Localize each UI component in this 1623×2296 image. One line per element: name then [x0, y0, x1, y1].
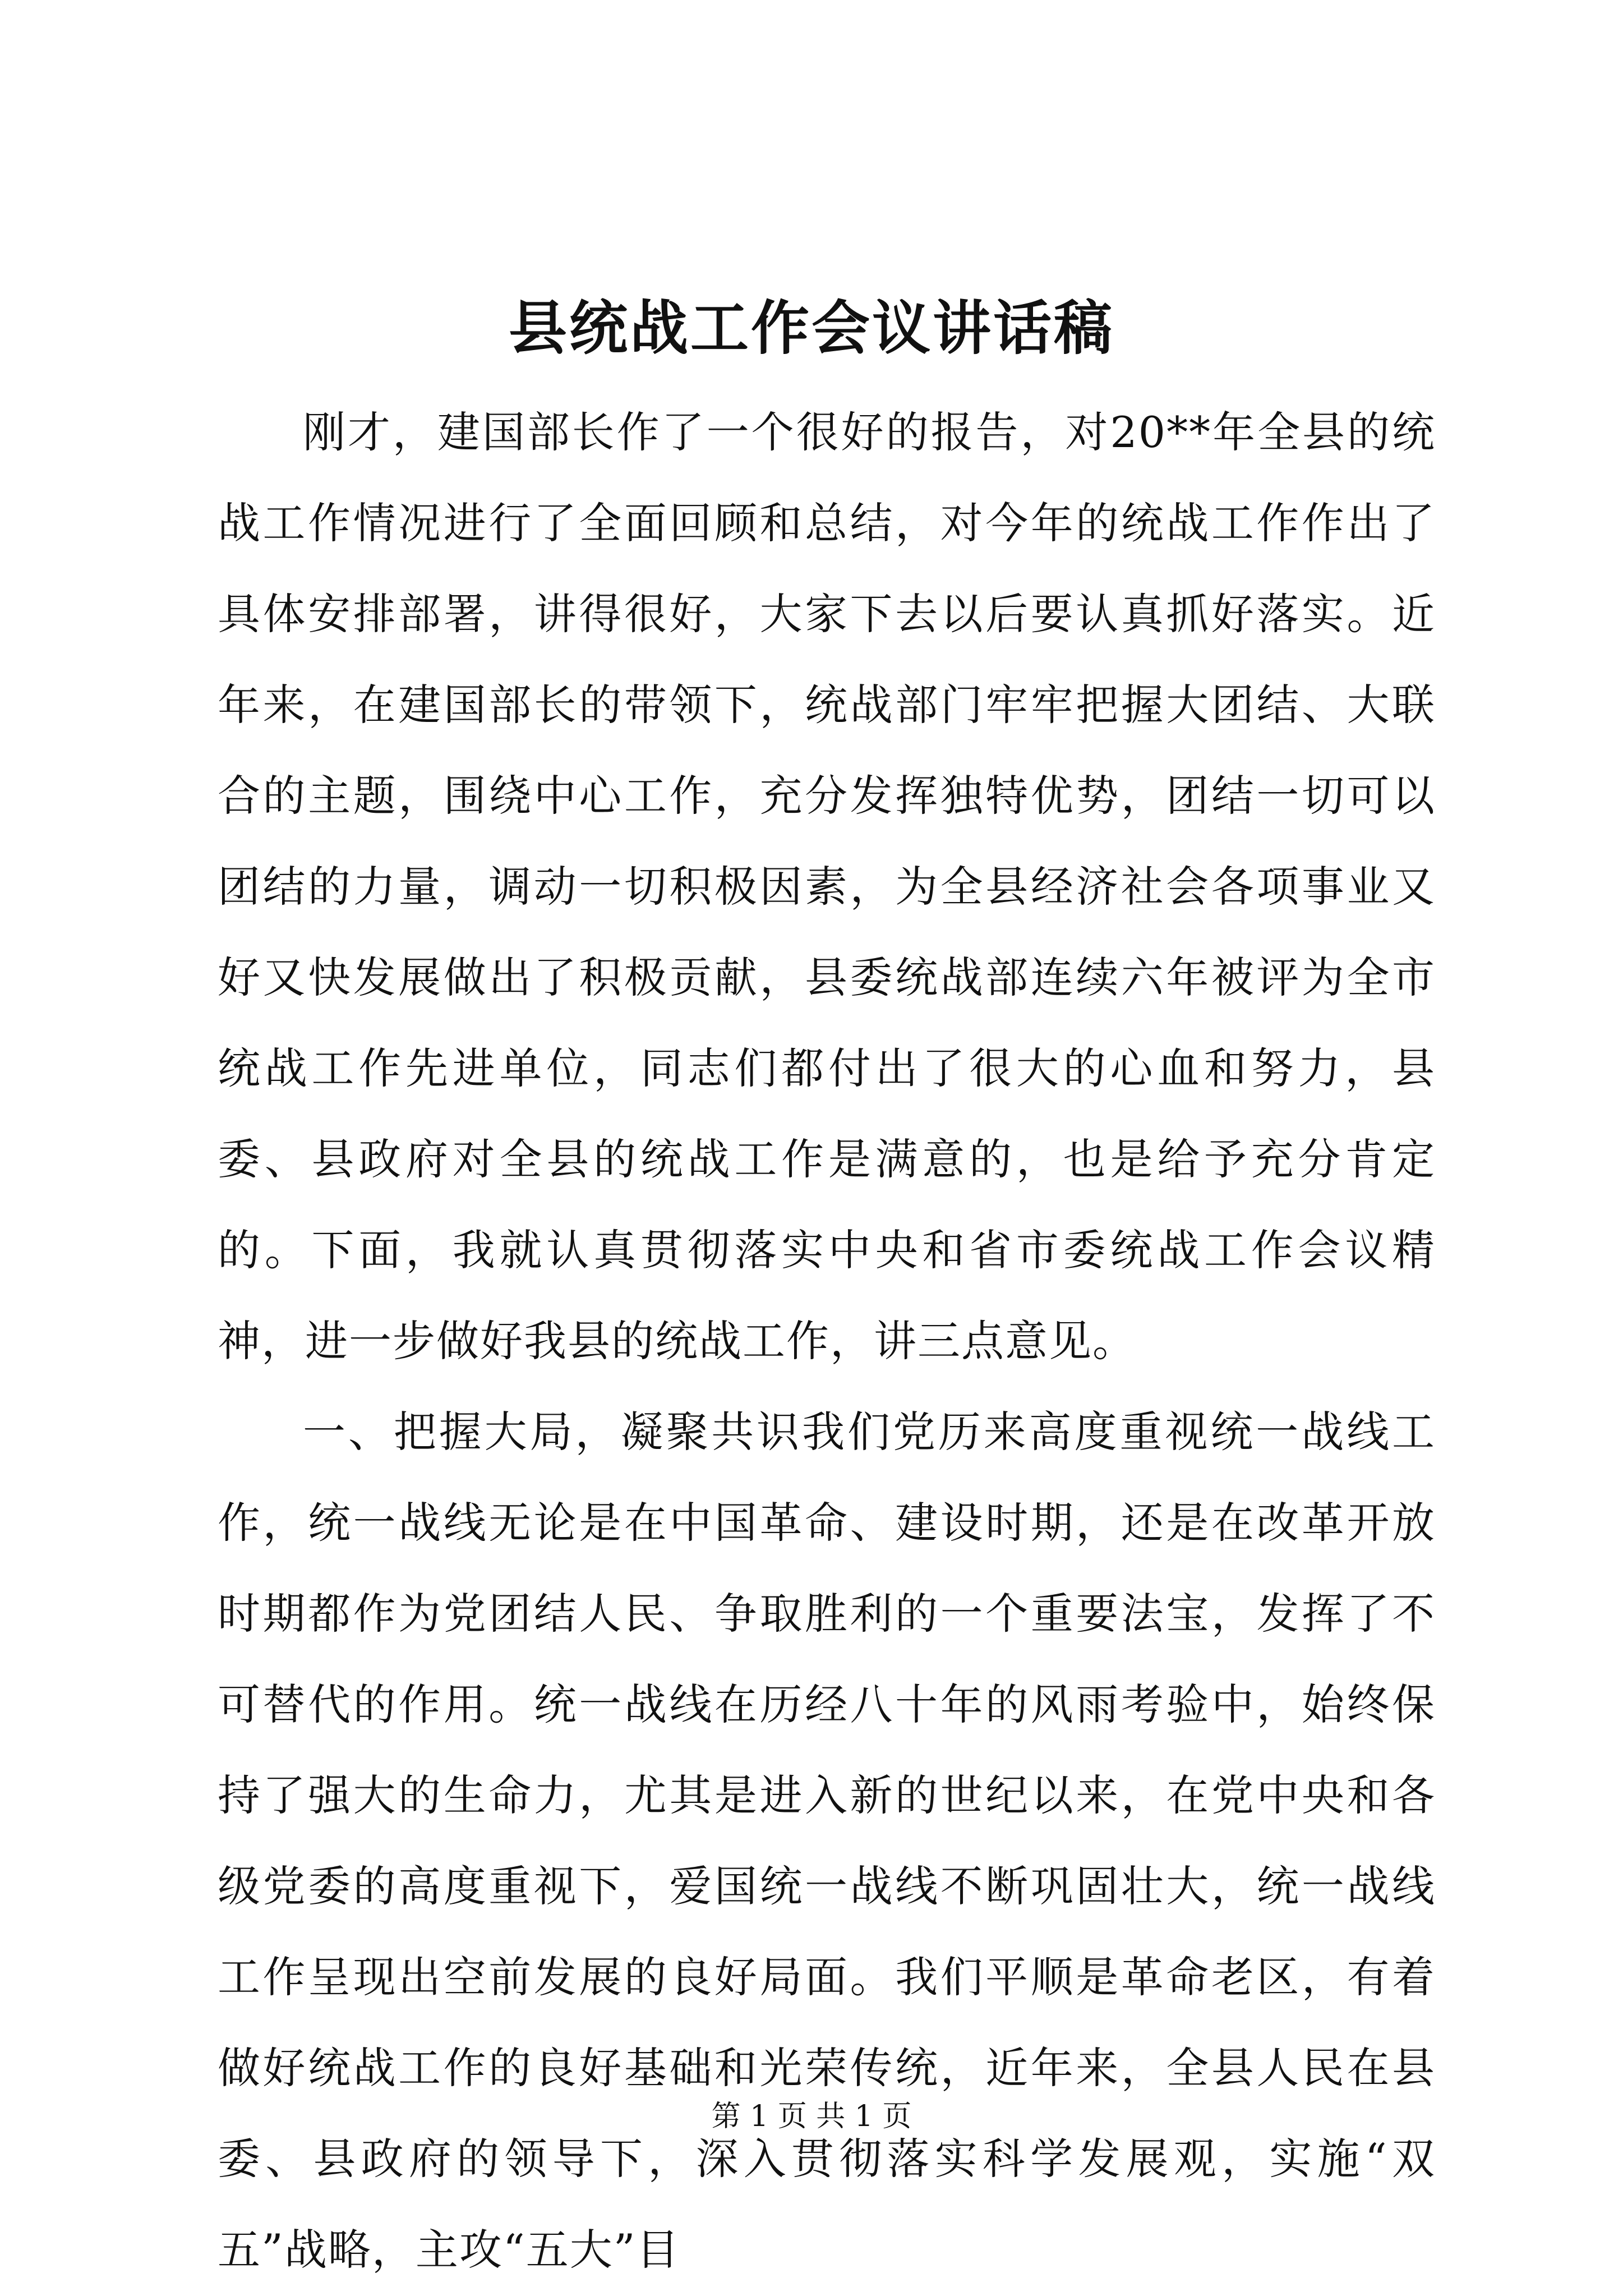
page-number: 第 1 页 共 1 页	[711, 2100, 912, 2133]
document-title: 县统战工作会议讲话稿	[508, 293, 1114, 362]
document-body	[218, 387, 1436, 2295]
page-footer	[0, 2097, 1623, 2136]
body-paragraph: 一、把握大局，凝聚共识我们党历来高度重视统一战线工作，统一战线无论是在中国革命、建设时期，还是在改革开放时期都作为党团结人民、争取胜利的一个重要法宝，发挥了不可替代的作用。统一战线在历经八十年的风雨考验中，始终保持了强大的生命力，尤其是进入新的世纪以来，在党中央和各级党委的高度重视下，爱国统一战线不断巩固壮大，统一战线工作呈现出空前发展的良好局面。我们平顺是革命老区，有着做好统战工作的良好基础和光荣传统，近年来，全县人民在县委、县政府的领导下，深入贯彻落实科学发展观，实施“双五”战略，主攻“五大”目	[218, 1407, 1436, 2275]
body-paragraph: 刚才，建国部长作了一个很好的报告，对20**年全县的统战工作情况进行了全面回顾和总结，对今年的统战工作作出了具体安排部署，讲得很好，大家下去以后要认真抓好落实。近年来，在建国部长的带领下，统战部门牢牢把握大团结、大联合的主题，围绕中心工作，充分发挥独特优势，团结一切可以团结的力量，调动一切积极因素，为全县经济社会各项事业又好又快发展做出了积极贡献，县委统战部连续六年被评为全市统战工作先进单位，同志们都付出了很大的心血和努力，县委、县政府对全县的统战工作是满意的，也是给予充分肯定的。下面，我就认真贯彻落实中央和省市委统战工作会议精神，进一步做好我县的统战工作，讲三点意见。	[218, 407, 1436, 1366]
